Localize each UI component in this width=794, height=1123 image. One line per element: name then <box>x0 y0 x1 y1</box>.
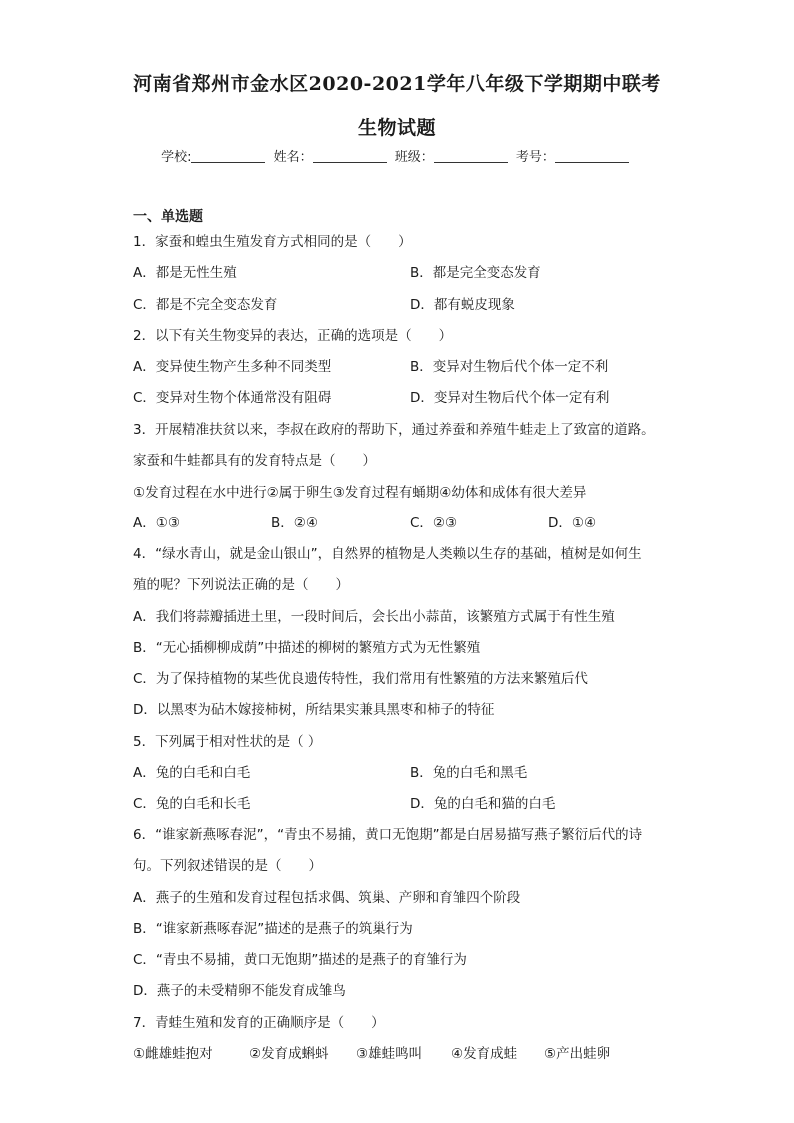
q7-step-4: ④发育成蛙 <box>451 1046 518 1062</box>
q2-option-b: B．变异对生物后代个体一定不利 <box>410 359 609 375</box>
q4-option-a: A．我们将蒜瓣插进土里，一段时间后，会长出小蒜苗，该繁殖方式属于有性生殖 <box>133 609 615 625</box>
q1-option-b: B．都是完全变态发育 <box>410 265 541 281</box>
q3-option-c: C．②③ <box>410 515 458 531</box>
exam-subtitle: 生物试题 <box>357 117 436 139</box>
q2-option-c: C．变异对生物个体通常没有阻碍 <box>133 390 332 406</box>
q6-option-a: A．燕子的生殖和发育过程包括求偶、筑巢、产卵和育雏四个阶段 <box>133 890 521 906</box>
class-label: 班级： <box>394 150 434 165</box>
q7-stem: 7．青蛙生殖和发育的正确顺序是（ ） <box>133 1015 385 1031</box>
q3-stem-line3: ①发育过程在水中进行②属于卵生③发育过程有蛹期④幼体和成体有很大差异 <box>133 485 587 501</box>
q6-option-c: C．“青虫不易捕，黄口无饱期”描述的是燕子的育雏行为 <box>133 952 467 968</box>
section-heading: 一、单选题 <box>133 209 203 225</box>
q1-option-d: D．都有蜕皮现象 <box>410 297 515 313</box>
q6-option-d: D．燕子的未受精卵不能发育成雏鸟 <box>133 983 346 999</box>
name-blank[interactable] <box>313 149 387 163</box>
q5-option-c: C．兔的白毛和长毛 <box>133 796 251 812</box>
q5-stem: 5．下列属于相对性状的是（ ） <box>133 734 322 750</box>
q7-step-5: ⑤产出蛙卵 <box>544 1046 611 1062</box>
q6-stem-line2: 句。下列叙述错误的是（ ） <box>133 858 322 874</box>
q6-option-b: B．“谁家新燕啄春泥”描述的是燕子的筑巢行为 <box>133 921 413 937</box>
q7-step-2: ②发育成蝌蚪 <box>249 1046 329 1062</box>
q7-step-1: ①雌雄蛙抱对 <box>133 1046 213 1062</box>
q4-stem-line1: 4．“绿水青山，就是金山银山”，自然界的植物是人类赖以生存的基础，植树是如何生 <box>133 546 642 562</box>
q7-step-3: ③雄蛙鸣叫 <box>356 1046 423 1062</box>
q4-option-d: D．以黑枣为砧木嫁接柿树，所结果实兼具黑枣和柿子的特征 <box>133 702 495 718</box>
q1-option-c: C．都是不完全变态发育 <box>133 297 278 313</box>
q6-stem-line1: 6．“谁家新燕啄春泥”，“青虫不易捕，黄口无饱期”都是白居易描写燕子繁衍后代的诗 <box>133 827 643 843</box>
q1-option-a: A．都是无性生殖 <box>133 265 237 281</box>
q3-option-b: B．②④ <box>271 515 318 531</box>
q2-option-a: A．变异使生物产生多种不同类型 <box>133 359 332 375</box>
q4-option-b: B．“无心插柳柳成荫”中描述的柳树的繁殖方式为无性繁殖 <box>133 640 481 656</box>
student-info-row <box>0 146 794 165</box>
q3-stem-line2: 家蚕和牛蛙都具有的发育特点是（ ） <box>133 453 376 469</box>
class-blank[interactable] <box>434 149 508 163</box>
q1-stem: 1．家蚕和蝗虫生殖发育方式相同的是（ ） <box>133 234 412 250</box>
q3-stem-line1: 3．开展精准扶贫以来，李叔在政府的帮助下，通过养蚕和养殖牛蛙走上了致富的道路。 <box>133 422 655 438</box>
exam-title: 河南省郑州市金水区2020-2021学年八年级下学期期中联考 <box>133 73 661 95</box>
q2-option-d: D．变异对生物后代个体一定有利 <box>410 390 610 406</box>
name-label: 姓名： <box>273 150 313 165</box>
q4-option-c: C．为了保持植物的某些优良遗传特性，我们常用有性繁殖的方法来繁殖后代 <box>133 671 588 687</box>
q5-option-b: B．兔的白毛和黑毛 <box>410 765 528 781</box>
q4-stem-line2: 殖的呢？下列说法正确的是（ ） <box>133 577 349 593</box>
q2-stem: 2．以下有关生物变异的表达，正确的选项是（ ） <box>133 328 453 344</box>
q3-option-a: A．①③ <box>133 515 180 531</box>
exam-no-label: 考号： <box>515 150 555 165</box>
q3-option-d: D．①④ <box>548 515 597 531</box>
q5-option-d: D．兔的白毛和猫的白毛 <box>410 796 556 812</box>
q5-option-a: A．兔的白毛和白毛 <box>133 765 251 781</box>
school-label: 学校: <box>161 150 192 165</box>
school-blank[interactable] <box>191 149 265 163</box>
exam-no-blank[interactable] <box>555 149 629 163</box>
